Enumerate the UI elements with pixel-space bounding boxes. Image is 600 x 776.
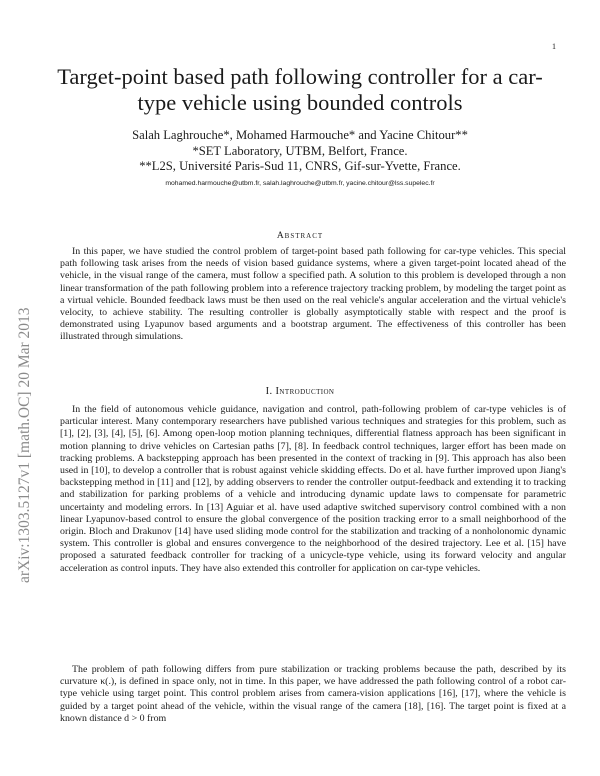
arxiv-identifier: [2, 205, 42, 585]
abstract-heading: Abstract: [276, 231, 324, 241]
intro-paragraph-2: The problem of path following differs from pure stabilization or tracking problems because the path, described by its curvature κ(.), is defined in space only, not in time. In this paper, we have addressed the path following control of a robot car-type vehicle using target point. This control problem arises from camera-vision applications [16], [17], where the vehicle is guided by a target point ahead of the vehicle, within the visual range of the camera [18], [16]. The target point is fixed at a known distance d > 0 from: [60, 664, 566, 724]
author-emails: mohamed.harmouche@utbm.fr, salah.laghrouche@utbm.fr, yacine.chitour@lss.supelec.fr: [165, 180, 435, 187]
affiliation-2: **L2S, Université Paris-Sud 11, CNRS, Gif-sur-Yvette, France.: [139, 159, 461, 173]
author-names: Salah Laghrouche*, Mohamed Harmouche* and Yacine Chitour**: [132, 128, 468, 142]
intro-paragraph-1: In the field of autonomous vehicle guidance, navigation and control, path-following problem of car-type vehicles is of particular interest. Many contemporary researchers have published various techniques and strategies for this problem, such as [1], [2], [3], [4], [5], [6]. Among open-loop motion planning techniques, differential flatness approach has been significant in motion planning to drive vehicles on Cartesian paths [7], [8]. In feedback control techniques, larger effort has been made on tracking problems. A backstepping approach has been presented in the context of tracking in [9]. This approach has also been used in [10], to develop a controller that is robust against vehicle skidding effects. Do et al. have further improved upon Jiang's backstepping method in [11] and [12], by adding observers to render the controller output-feedback and extending it to tracking and stabilization for parking problems of a vehicle and introducing dynamic update laws to compensate for parametric uncertainty and modeling errors. In [13] Aguiar et al. have used adaptive switched supervisory control combined with a non linear Lyapunov-based control to ensure the global convergence of the position tracking error to a small neighborhood of the origin. Bloch and Drakunov [14] have used sliding mode control for the stabilization and tracking of a nonholonomic dynamic system. This controller is global and ensures convergence to the neighborhood of the desired trajectory. Lee et al. [15] have proposed a saturated feedback controller for tracking of a unicycle-type vehicle, using its forward velocity and angular acceleration as control inputs. They have also extended this controller for application on car-type vehicles.: [60, 404, 566, 574]
page-number: 1: [552, 42, 556, 51]
arxiv-identifier-text: arXiv:1303.5127v1 [math.OC] 20 Mar 2013: [16, 307, 33, 583]
author-block: [40, 128, 560, 175]
section-heading: I. Introduction: [265, 386, 335, 397]
paper-title: Target-point based path following controller for a car-type vehicle using bounded controls: [57, 64, 543, 115]
affiliation-1: *SET Laboratory, UTBM, Belfort, France.: [192, 143, 408, 158]
abstract-text: In this paper, we have studied the control problem of target-point based path following for car-type vehicles. This special path following task arises from the needs of vision based guidance systems, where a given target-point located ahead of the vehicle, in the visual range of the camera, must follow a specified path. A solution to this problem is developed through a non linear transformation of the path following problem into a reference trajectory tracking problem, by modeling the target point as a virtual vehicle. Bounded feedback laws must be then used on the real vehicle's angular acceleration and the virtual vehicle's velocity, to achieve stability. The resulting controller is globally asymptotically stable with respect and the proof is demonstrated using Lyapunov based arguments and a bootstrap argument. The effectiveness of this controller has been illustrated through simulations.: [60, 246, 566, 343]
